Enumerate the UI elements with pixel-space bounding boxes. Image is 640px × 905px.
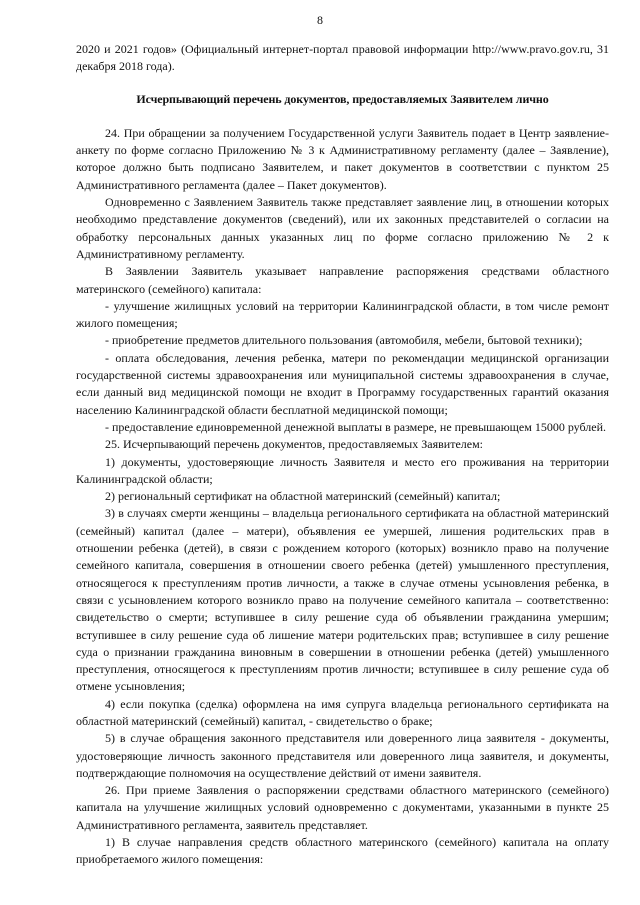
paragraph: В Заявлении Заявитель указывает направление распоряжения средствами областного материнского (семейного) капитала: bbox=[76, 264, 609, 296]
paragraph: 24. При обращении за получением Государственной услуги Заявитель подает в Центр заявление-анкету по форме согласно Приложению № 3 к Административному регламенту (далее – Заявление), которое должно быть подписано Заявителем, и пакет документов в соответствии с пунктом 25 Административного регламента (далее – Пакет документов). bbox=[76, 125, 609, 192]
list-item: 2) региональный сертификат на областной материнский (семейный) капитал; bbox=[105, 489, 501, 504]
paragraph: 25. Исчерпывающий перечень документов, предоставляемых Заявителем: bbox=[105, 437, 484, 452]
paragraph: Одновременно с Заявлением Заявитель также представляет заявление лиц, в отношении которых необходимо представление документов (сведений), или их законных представителей о согласии на обработку персональных данных указанных лиц по форме согласно приложению № 2 к Административному регламенту. bbox=[76, 195, 609, 261]
intro-paragraph: 2020 и 2021 годов» (Официальный интернет-портал правовой информации http://www.pravo.gov.ru, 31 декабря 2018 года). bbox=[76, 42, 609, 74]
paragraph: 26. При приеме Заявления о распоряжении средствами областного материнского (семейного) капитала на улучшение жилищных условий одновременно с документами, указанными в пункте 25 Административного регламента, заявитель представляет. bbox=[76, 783, 609, 832]
page-number: 8 bbox=[317, 13, 323, 27]
section-heading: Исчерпывающий перечень документов, предоставляемых Заявителем лично bbox=[136, 91, 549, 106]
list-item: 3) в случаях смерти женщины – владельца регионального сертификата на областной материнский (семейный) капитал (далее – матери), объявления ее умершей, лишения родительских прав в отношении ребенка (детей), в связи с рождением которого (которых) возникло право на получение семейного капитала, совершения в отношении своего ребенка (детей) умышленного преступления, относящегося к преступлениям против личности, а также в случае отмены усыновления ребенка, в связи с усыновлением которого возникло право на получение семейного капитала – соответственно: свидетельство о смерти; вступившее в силу решение суда об объявлении гражданина умершим; вступившее в силу решение суда об лишение матери родительских прав; вступившее в силу решение суда о признании гражданина виновным в совершении в отношении ребенка (детей) умышленного преступления, относящегося к преступлениям против личности; вступившее в силу решение суда об отмене усыновления; bbox=[76, 506, 609, 694]
list-item: - улучшение жилищных условий на территории Калининградской области, в том числе ремонт жилого помещения; bbox=[76, 298, 609, 331]
list-item: - приобретение предметов длительного пользования (автомобиля, мебели, бытовой техники); bbox=[105, 333, 583, 348]
list-item: 1) документы, удостоверяющие личность Заявителя и место его проживания на территории Калининградской области; bbox=[76, 454, 609, 486]
list-item: 5) в случае обращения законного представителя или доверенного лица заявителя - документы, удостоверяющие личность законного представителя или доверенного лица заявителя, и документы, подтверждающие полномочия на осуществление действий от имени заявителя. bbox=[76, 731, 609, 780]
list-item: 4) если покупка (сделка) оформлена на имя супруга владельца регионального сертификата на областной материнский (семейный) капитал, - свидетельство о браке; bbox=[76, 696, 609, 728]
list-item: - оплата обследования, лечения ребенка, матери по рекомендации медицинской организации государственной системы здравоохранения или муниципальной системы здравоохранения в случае, если данный вид медицинской помощи не входит в Программу государственных гарантий оказания населению Калининградской области бесплатной медицинской помощи; bbox=[76, 350, 609, 417]
list-item: 1) В случае направления средств областного материнского (семейного) капитала на оплату приобретаемого жилого помещения: bbox=[76, 835, 609, 867]
document-body bbox=[76, 41, 609, 869]
list-item: - предоставление единовременной денежной выплаты в размере, не превышающем 15000 рублей. bbox=[105, 419, 607, 434]
